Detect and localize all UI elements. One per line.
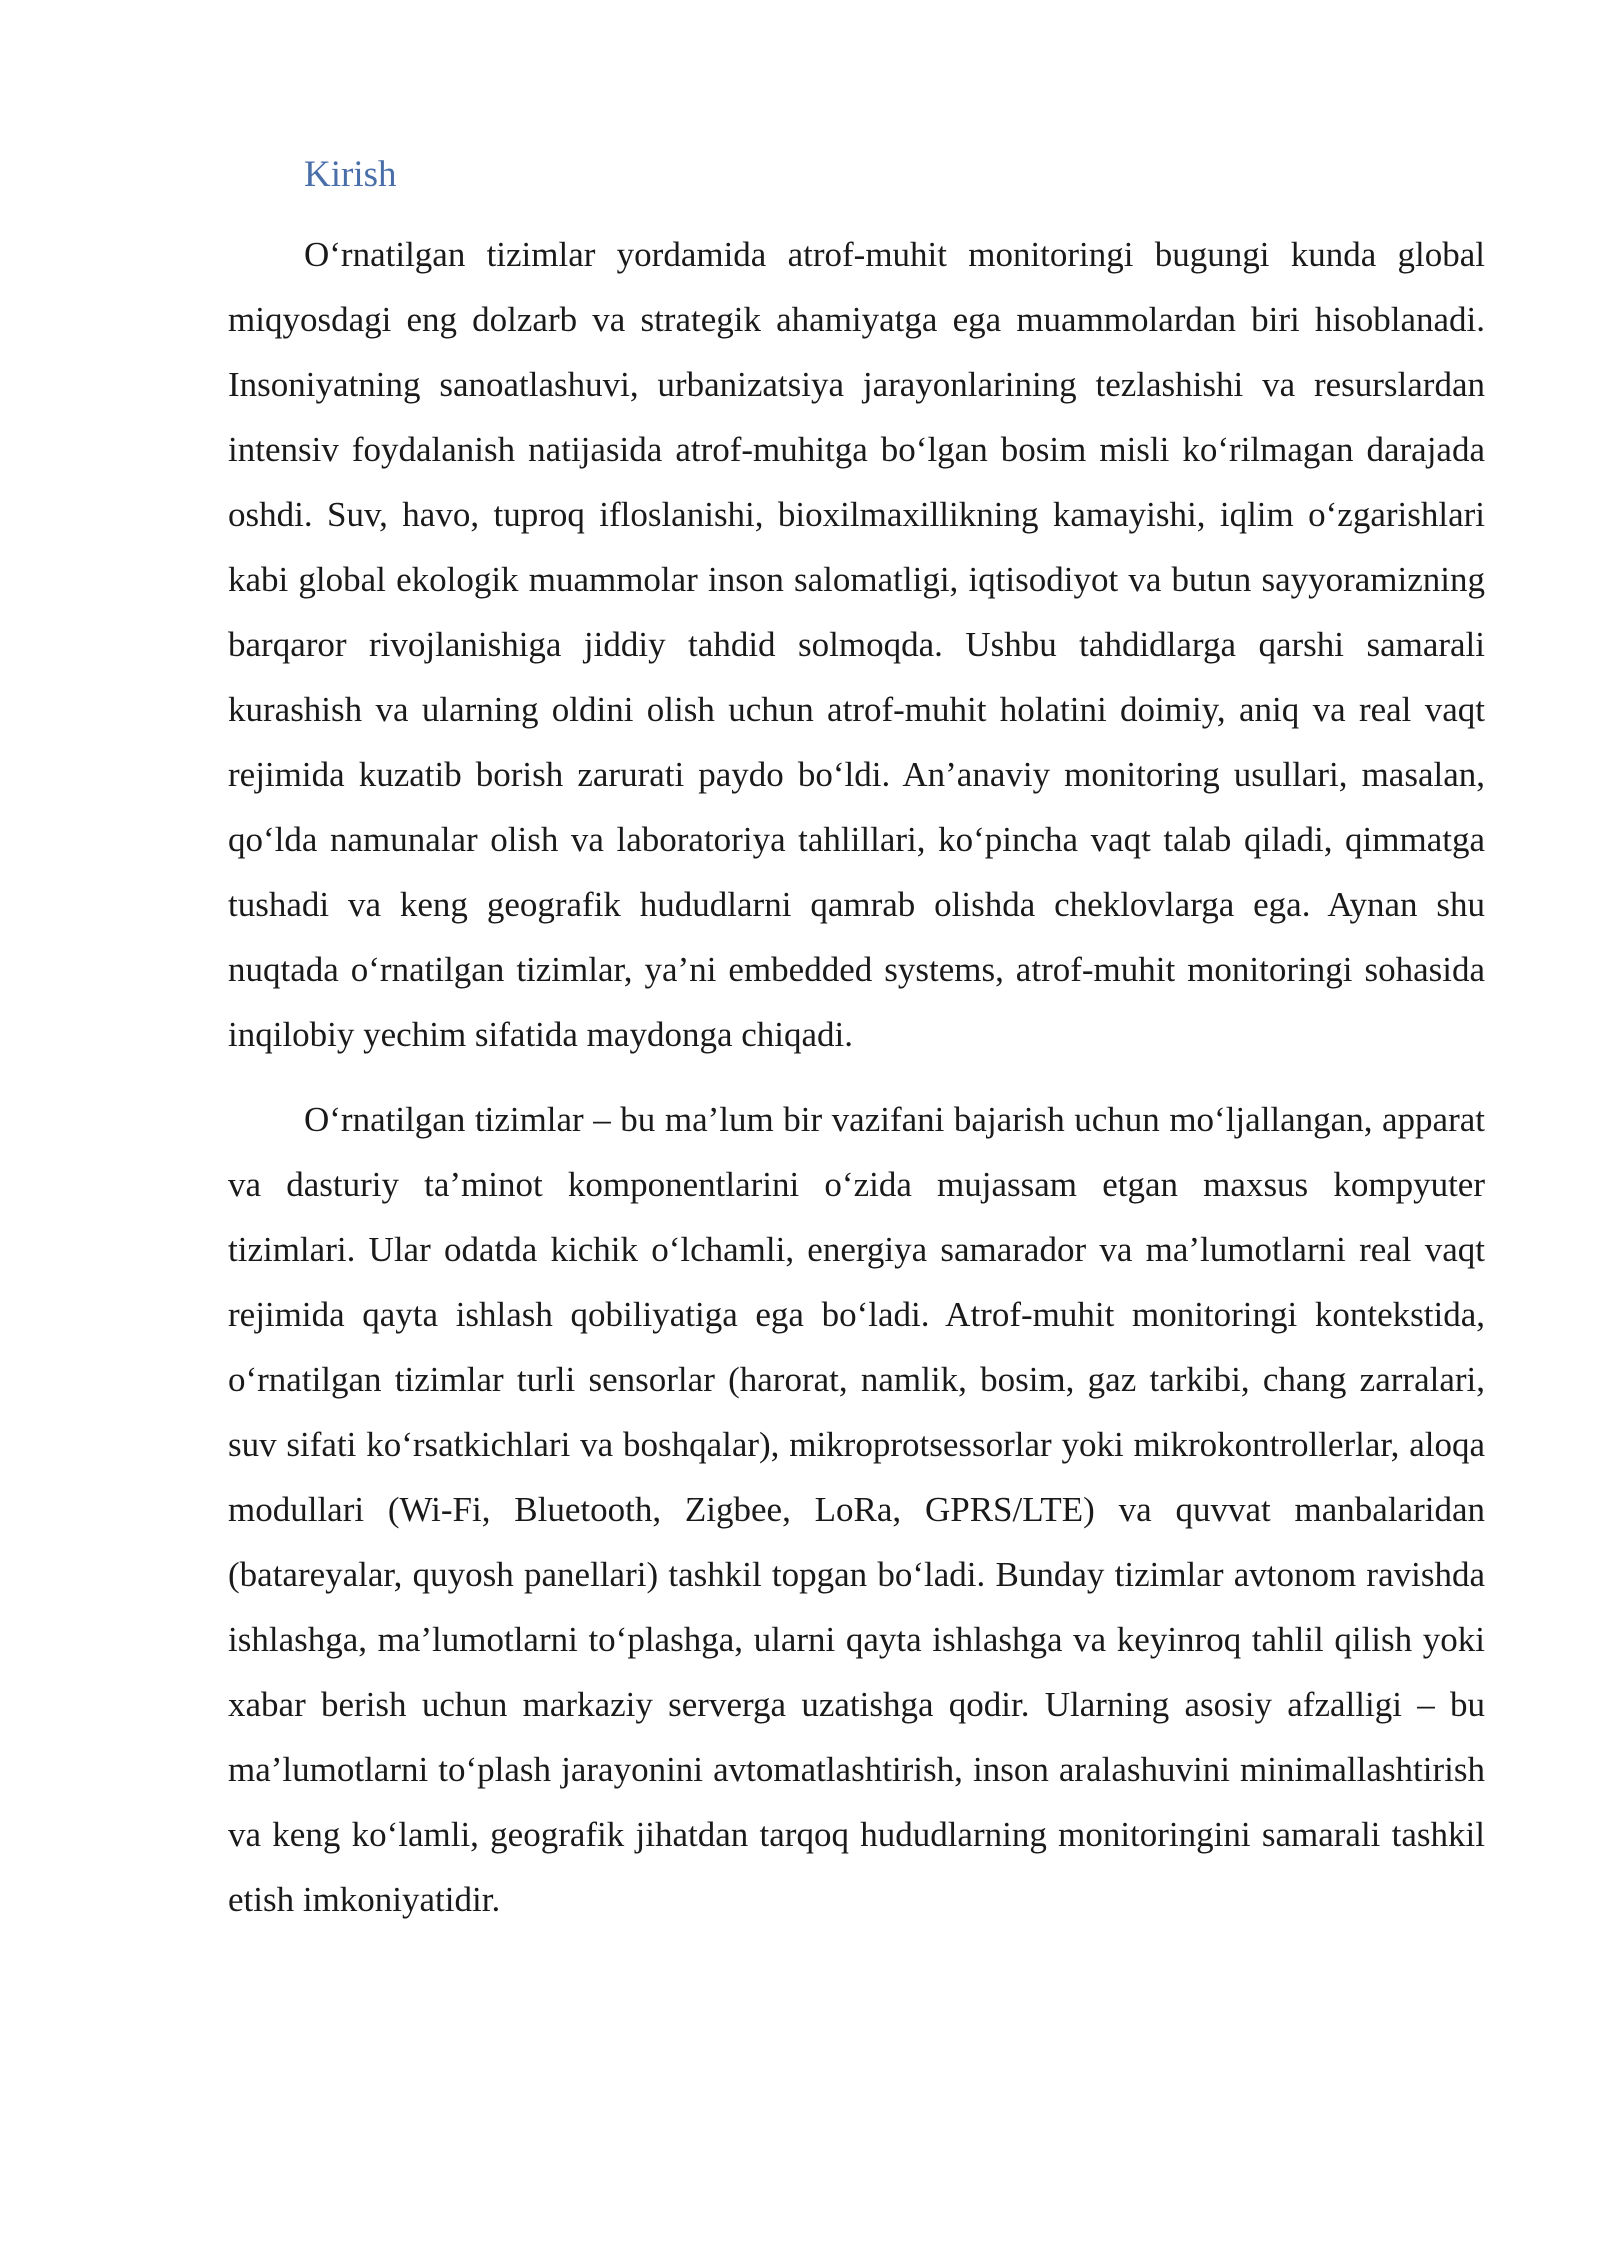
paragraph-1: O‘rnatilgan tizimlar yordamida atrof-muhit monitoringi bugungi kunda global miqyosdagi eng dolzarb va strategik ahamiyatga ega muammolardan biri hisoblanadi. Insoniyatning sanoatlashuvi, urbanizatsiya jarayonlarining tezlashishi va resurslardan intensiv foydalanish natijasida atrof-muhitga bo‘lgan bosim misli ko‘rilmagan darajada oshdi. Suv, havo, tuproq ifloslanishi, bioxilmaxillikning kamayishi, iqlim o‘zgarishlari kabi global ekologik muammolar inson salomatligi, iqtisodiyot va butun sayyoramizning barqaror rivojlanishiga jiddiy tahdid solmoqda. Ushbu tahdidlarga qarshi samarali kurashish va ularning oldini olish uchun atrof-muhit holatini doimiy, aniq va real vaqt rejimida kuzatib borish zarurati paydo bo‘ldi. An’anaviy monitoring usullari, masalan, qo‘lda namunalar olish va laboratoriya tahlillari, ko‘pincha vaqt talab qiladi, qimmatga tushadi va keng geografik hududlarni qamrab olishda cheklovlarga ega. Aynan shu nuqtada o‘rnatilgan tizimlar, ya’ni embedded systems, atrof-muhit monitoringi sohasida inqilobiy yechim sifatida maydonga chiqadi. xyxy=(228,235,1485,1054)
section-heading: Kirish xyxy=(304,154,397,195)
paragraph-2: O‘rnatilgan tizimlar – bu ma’lum bir vazifani bajarish uchun mo‘ljallangan, apparat va dasturiy ta’minot komponentlarini o‘zida mujassam etgan maxsus kompyuter tizimlari. Ular odatda kichik o‘lchamli, energiya samarador va ma’lumotlarni real vaqt rejimida qayta ishlash qobiliyatiga ega bo‘ladi. Atrof-muhit monitoringi kontekstida, o‘rnatilgan tizimlar turli sensorlar (harorat, namlik, bosim, gaz tarkibi, chang zarralari, suv sifati ko‘rsatkichlari va boshqalar), mikroprotsessorlar yoki mikrokontrollerlar, aloqa modullari (Wi-Fi, Bluetooth, Zigbee, LoRa, GPRS/LTE) va quvvat manbalaridan (batareyalar, quyosh panellari) tashkil topgan bo‘ladi. Bunday tizimlar avtonom ravishda ishlashga, ma’lumotlarni to‘plashga, ularni qayta ishlashga va keyinroq tahlil qilish yoki xabar berish uchun markaziy serverga uzatishga qodir. Ularning asosiy afzalligi – bu ma’lumotlarni to‘plash jarayonini avtomatlashtirish, inson aralashuvini minimallashtirish va keng ko‘lamli, geografik jihatdan tarqoq hududlarning monitoringini samarali tashkil etish imkoniyatidir. xyxy=(228,1100,1485,1919)
document-body xyxy=(228,150,1485,1952)
